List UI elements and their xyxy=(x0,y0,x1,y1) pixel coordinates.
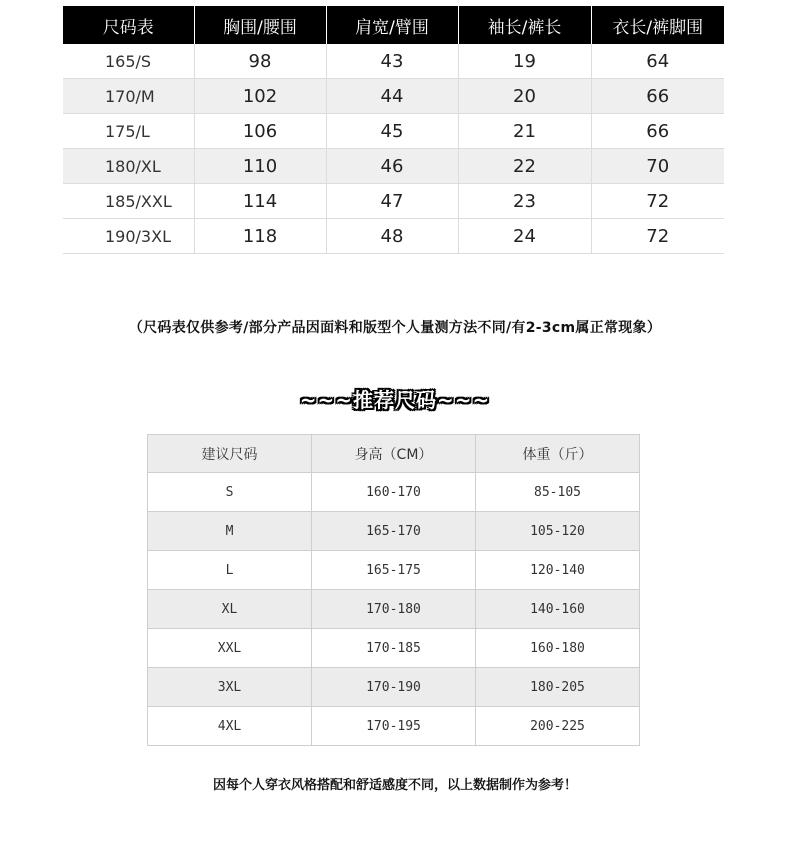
recommend-header: 体重（斤） xyxy=(476,435,640,473)
table-cell: 106 xyxy=(194,114,326,149)
table-cell: 120-140 xyxy=(476,551,640,590)
table-row xyxy=(63,149,724,184)
table-cell: 64 xyxy=(591,44,724,79)
table-cell: 170-180 xyxy=(312,590,476,629)
table-row xyxy=(148,512,640,551)
size-chart-header-row xyxy=(63,6,724,44)
size-chart-table xyxy=(63,6,724,254)
table-cell: 165-175 xyxy=(312,551,476,590)
table-row xyxy=(63,79,724,114)
size-disclaimer-note: （尺码表仅供参考/部分产品因面料和版型个人量测方法不同/有2-3cm属正常现象） xyxy=(128,320,662,336)
table-cell: 66 xyxy=(591,114,724,149)
table-cell: XL xyxy=(148,590,312,629)
recommend-header: 身高（CM） xyxy=(312,435,476,473)
size-chart-header: 胸围/腰围 xyxy=(194,6,326,44)
table-row xyxy=(63,114,724,149)
table-cell: 72 xyxy=(591,219,724,254)
table-cell: 44 xyxy=(326,79,458,114)
table-cell: 45 xyxy=(326,114,458,149)
table-row xyxy=(148,551,640,590)
table-cell: 110 xyxy=(194,149,326,184)
table-cell: 200-225 xyxy=(476,707,640,746)
table-row xyxy=(63,184,724,219)
table-cell: 70 xyxy=(591,149,724,184)
table-row xyxy=(148,473,640,512)
table-cell: 3XL xyxy=(148,668,312,707)
table-row xyxy=(148,707,640,746)
table-cell: 160-180 xyxy=(476,629,640,668)
table-cell: 180/XL xyxy=(63,149,194,184)
table-cell: 165-170 xyxy=(312,512,476,551)
table-cell: 180-205 xyxy=(476,668,640,707)
table-cell: 190/3XL xyxy=(63,219,194,254)
table-cell: 165/S xyxy=(63,44,194,79)
table-cell: 24 xyxy=(458,219,591,254)
table-cell: 43 xyxy=(326,44,458,79)
recommend-size-table xyxy=(147,434,640,746)
table-cell: M xyxy=(148,512,312,551)
table-cell: 170-190 xyxy=(312,668,476,707)
table-row xyxy=(148,590,640,629)
table-row xyxy=(148,629,640,668)
footer-disclaimer-note: 因每个人穿衣风格搭配和舒适感度不同，以上数据制作为参考！ xyxy=(212,778,577,793)
table-cell: 85-105 xyxy=(476,473,640,512)
recommend-heading: ~~~推荐尺码~~~ xyxy=(299,388,491,412)
table-cell: 46 xyxy=(326,149,458,184)
table-cell: L xyxy=(148,551,312,590)
table-cell: 175/L xyxy=(63,114,194,149)
table-cell: 105-120 xyxy=(476,512,640,551)
table-cell: 102 xyxy=(194,79,326,114)
table-cell: 19 xyxy=(458,44,591,79)
table-cell: 23 xyxy=(458,184,591,219)
table-cell: 170-195 xyxy=(312,707,476,746)
size-chart-header: 袖长/裤长 xyxy=(458,6,591,44)
table-cell: 4XL xyxy=(148,707,312,746)
table-cell: 160-170 xyxy=(312,473,476,512)
size-chart-header: 衣长/裤脚围 xyxy=(591,6,724,44)
table-cell: 118 xyxy=(194,219,326,254)
table-cell: 72 xyxy=(591,184,724,219)
table-cell: 170-185 xyxy=(312,629,476,668)
table-cell: 185/XXL xyxy=(63,184,194,219)
table-cell: 114 xyxy=(194,184,326,219)
table-cell: 22 xyxy=(458,149,591,184)
table-cell: S xyxy=(148,473,312,512)
table-row xyxy=(148,668,640,707)
table-cell: 98 xyxy=(194,44,326,79)
size-chart-header: 肩宽/臂围 xyxy=(326,6,458,44)
table-cell: XXL xyxy=(148,629,312,668)
table-row xyxy=(63,219,724,254)
recommend-header: 建议尺码 xyxy=(148,435,312,473)
table-cell: 20 xyxy=(458,79,591,114)
table-cell: 66 xyxy=(591,79,724,114)
recommend-header-row xyxy=(148,435,640,473)
table-cell: 48 xyxy=(326,219,458,254)
table-row xyxy=(63,44,724,79)
table-cell: 170/M xyxy=(63,79,194,114)
table-cell: 21 xyxy=(458,114,591,149)
table-cell: 47 xyxy=(326,184,458,219)
size-chart-header: 尺码表 xyxy=(63,6,194,44)
table-cell: 140-160 xyxy=(476,590,640,629)
